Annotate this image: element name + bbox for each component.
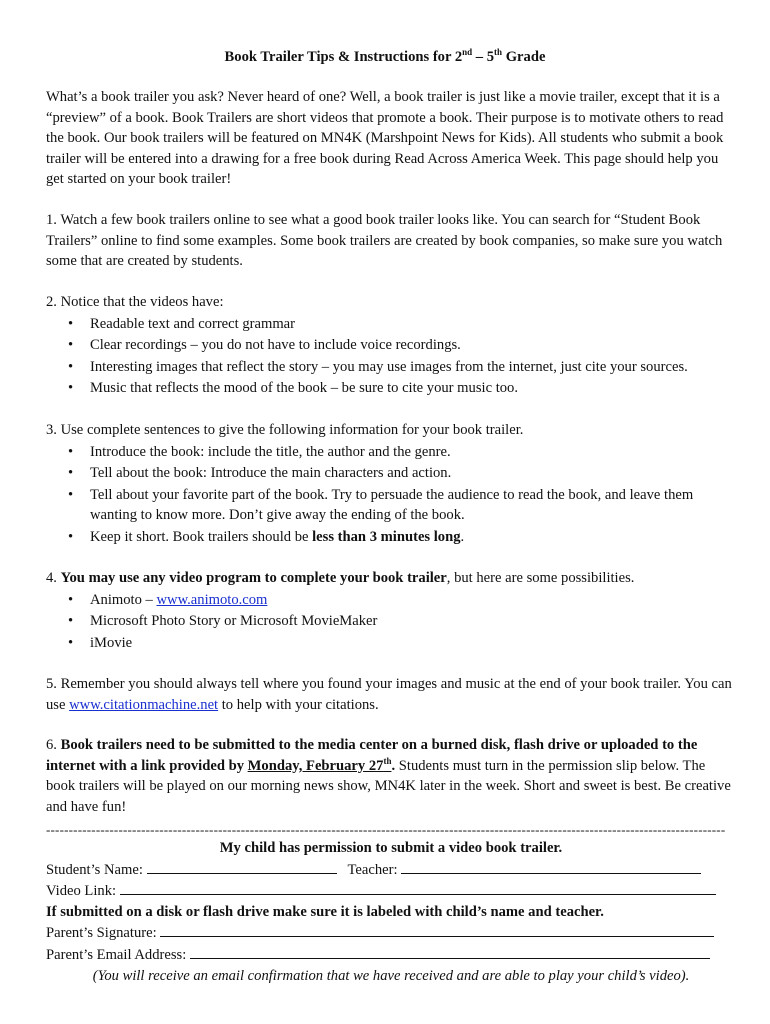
video-link-field[interactable] (120, 880, 716, 895)
confirmation-note: (You will receive an email confirmation that we have received and are able to play your child’s video). (92, 967, 690, 984)
step-5-post-text: to help with your citations. (218, 696, 379, 713)
step-4-rest-text: , but here are some possibilities. (446, 570, 635, 586)
step-3-list (46, 442, 736, 548)
animoto-link[interactable]: www.animoto.com (156, 591, 268, 608)
permission-slip (46, 838, 736, 986)
title-text: Book Trailer Tips & Instructions for 2 (224, 49, 463, 65)
student-teacher-row (46, 859, 736, 881)
list-item: • Introduce the book: include the title, the author and the genre. (46, 442, 736, 463)
step-2-lead: 2. Notice that the videos have: (46, 294, 224, 310)
list-item: • Interesting images that reflect the story – you may use images from the internet, just cite your sources. (46, 357, 736, 378)
teacher-field[interactable] (401, 859, 701, 874)
disk-note: If submitted on a disk or flash drive make sure it is labeled with child’s name and teacher. (46, 903, 604, 920)
cut-line-separator: ------------------------------------------------------------------------------------------------------------------------------------------------------ (46, 822, 726, 837)
period-text: . (460, 528, 465, 545)
citationmachine-link[interactable]: www.citationmachine.net (69, 696, 219, 713)
step-6-paragraph (46, 735, 736, 817)
title-superscript-nd: nd (462, 47, 473, 57)
list-item: • Music that reflects the mood of the book – be sure to cite your music too. (46, 378, 736, 399)
parent-email-label: Parent’s Email Address: (46, 946, 187, 963)
step-4-bold-text: You may use any video program to complete your book trailer (60, 570, 447, 586)
list-item: • Tell about your favorite part of the book. Try to persuade the audience to read the book, and leave them wanting to know more. Don’t give away the ending of the book. (46, 485, 736, 526)
list-item (46, 527, 736, 548)
keep-short-text: Keep it short. Book trailers should be (90, 528, 313, 545)
step-4-section (46, 568, 736, 653)
parent-email-field[interactable] (190, 944, 710, 959)
list-item: • Readable text and correct grammar (46, 314, 736, 335)
step-5-text: 5. Remember you should always tell where you found your images and music at the end of your book trailer. You can use (46, 676, 732, 713)
video-link-row (46, 880, 736, 902)
step-1-paragraph: 1. Watch a few book trailers online to see what a good book trailer looks like. You can search for “Student Book Trailers” online to find some examples. Some book trailers are created by book companies, so make sure you watch some that are created by students. (46, 212, 723, 270)
parent-signature-field[interactable] (160, 922, 714, 937)
step-5-paragraph (46, 674, 736, 715)
list-item: • Tell about the book: Introduce the main characters and action. (46, 463, 736, 484)
email-row (46, 944, 736, 966)
step-3-lead: 3. Use complete sentences to give the following information for your book trailer. (46, 422, 524, 438)
length-limit-text: less than 3 minutes long (312, 528, 461, 545)
title-grade: Grade (502, 49, 546, 65)
step-2-section (46, 292, 736, 399)
list-item: • Microsoft Photo Story or Microsoft MovieMaker (46, 611, 736, 632)
title-range: – 5 (472, 49, 495, 65)
video-link-label: Video Link: (46, 883, 117, 900)
step-6-bold-text: Book trailers need to be submitted to the media center on a burned disk, flash drive or uploaded to the internet with a link provided by (46, 737, 698, 774)
student-name-label: Student’s Name: (46, 861, 143, 878)
step-4-lead (46, 568, 736, 589)
list-item: • iMovie (46, 633, 736, 654)
animoto-label: Animoto – (90, 591, 157, 608)
due-date (247, 755, 392, 774)
student-name-field[interactable] (147, 859, 337, 874)
intro-paragraph: What’s a book trailer you ask? Never heard of one? Well, a book trailer is just like a movie trailer, except that it is a “preview” of a book. Book Trailers are short videos that promote a book. Their purpose is to motivate others to read the book. Our book trailers will be featured on MN4K (Marshpoint News for Kids). All students who submit a book trailer will be entered into a drawing for a free book during Read Across America Week. This page should help you get started on your book trailer! (46, 89, 724, 188)
permission-heading: My child has permission to submit a video book trailer. (219, 840, 563, 856)
teacher-label: Teacher: (347, 861, 398, 878)
step-3-section (46, 420, 736, 548)
step-2-list (46, 314, 736, 399)
due-date-text: Monday, February 27 (247, 757, 384, 774)
list-item: • Clear recordings – you do not have to include voice recordings. (46, 335, 736, 356)
step-6-number: 6. (46, 737, 61, 753)
parent-signature-label: Parent’s Signature: (46, 925, 157, 942)
page-title (0, 47, 770, 68)
signature-row (46, 922, 736, 944)
due-date-superscript: th (383, 755, 392, 766)
title-superscript-th: th (494, 47, 503, 57)
step-4-list (46, 590, 736, 654)
step-4-number: 4. (46, 570, 61, 586)
step-6-rest-text: Students must turn in the permission slip below. The book trailers will be played on our morning news show, MN4K later in the week. Short and sweet is best. Be creative and have fun! (46, 757, 731, 815)
list-item (46, 590, 736, 611)
due-date-period: . (391, 757, 396, 774)
